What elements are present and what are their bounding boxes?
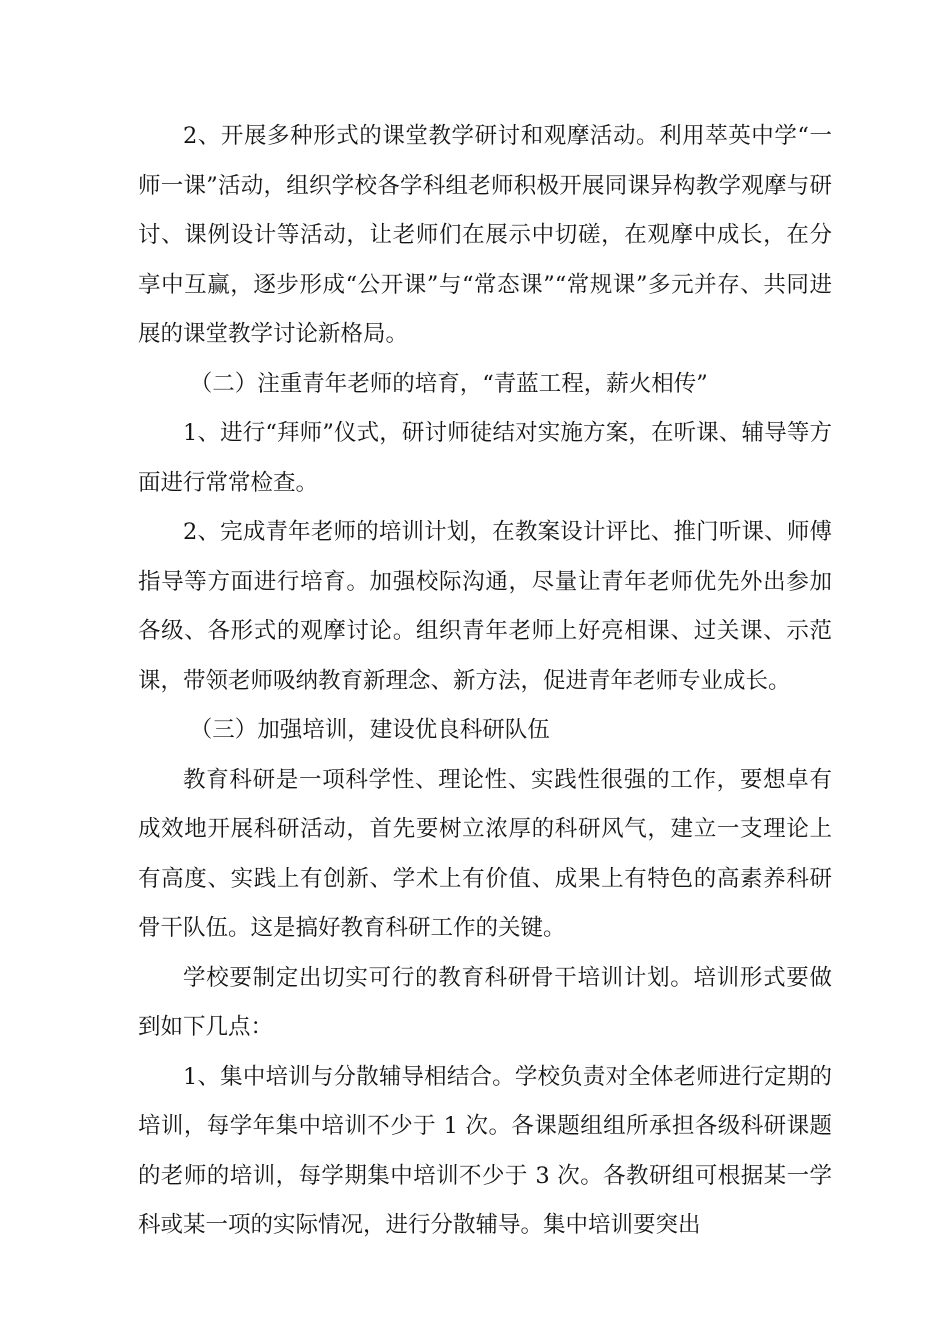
paragraph-training-plan: 学校要制定出切实可行的教育科研骨干培训计划。培训形式要做到如下几点：	[138, 964, 832, 1040]
document-body	[138, 112, 832, 1251]
paragraph-classroom-observation: 2、开展多种形式的课堂教学研讨和观摩活动。利用萃英中学“一师一课”活动，组织学校各学科组老师积极开展同课异构教学观摩与研讨、课例设计等活动，让老师们在展示中切磋，在观摩中成长，在分享中互赢，逐步形成“公开课”与“常态课”“常规课”多元并存、共同进展的课堂教学讨论新格局。	[138, 123, 832, 347]
paragraph-young-teacher-training: 2、完成青年老师的培训计划，在教案设计评比、推门听课、师傅指导等方面进行培育。加强校际沟通，尽量让青年老师优先外出参加各级、各形式的观摩讨论。组织青年老师上好亮相课、过关课、示范课，带领老师吸纳教育新理念、新方法，促进青年老师专业成长。	[138, 519, 832, 694]
section-heading-research-team: （三）加强培训，建设优良科研队伍	[189, 717, 550, 743]
paragraph-mentorship: 1、进行“拜师”仪式，研讨师徒结对实施方案，在听课、辅导等方面进行常常检查。	[138, 420, 832, 496]
section-heading-young-teachers: （二）注重青年老师的培育，“青蓝工程，薪火相传”	[189, 370, 708, 397]
paragraph-research-culture: 教育科研是一项科学性、理论性、实践性很强的工作，要想卓有成效地开展科研活动，首先要树立浓厚的科研风气，建立一支理论上有高度、实践上有创新、学术上有价值、成果上有特色的高素养科研骨干队伍。这是搞好教育科研工作的关键。	[138, 766, 832, 941]
paragraph-centralized-training: 1、集中培训与分散辅导相结合。学校负责对全体老师进行定期的培训，每学年集中培训不少于 1 次。各课题组组所承担各级科研课题的老师的培训，每学期集中培训不少于 3 次。各教研组可根据某一学科或某一项的实际情况，进行分散辅导。集中培训要突出	[138, 1063, 832, 1238]
